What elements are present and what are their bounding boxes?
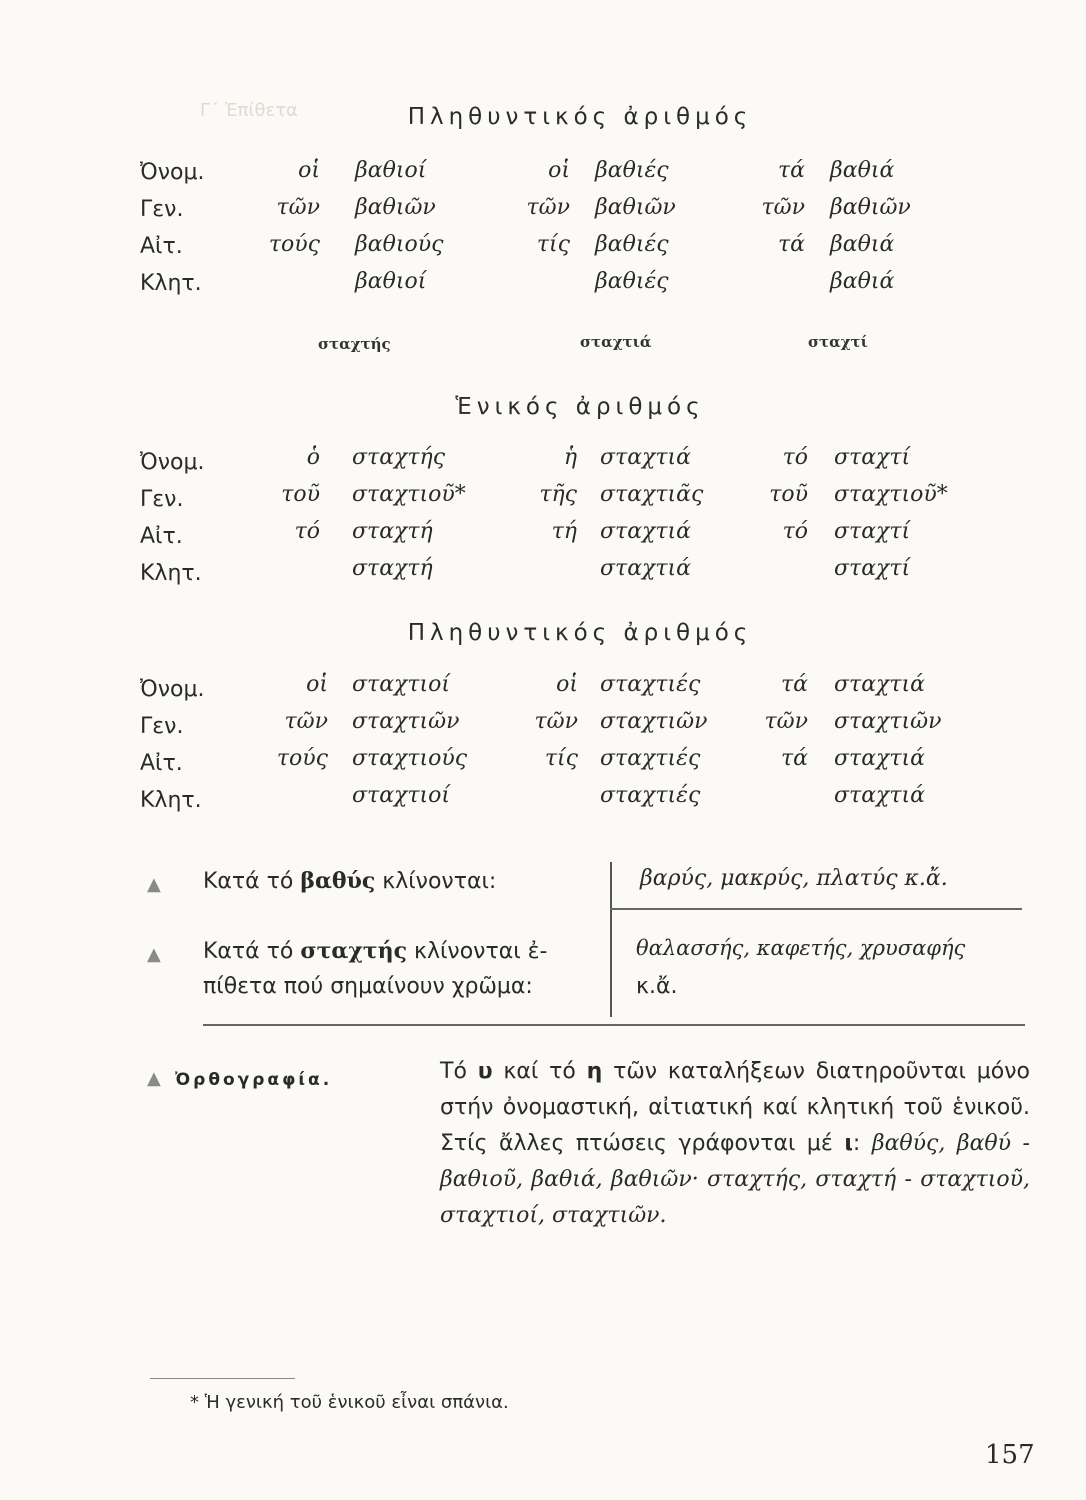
article: τά	[777, 232, 805, 257]
word-form: σταχτιές	[600, 783, 701, 808]
article: οἱ	[556, 672, 578, 697]
article: τῆς	[539, 482, 577, 507]
word-form: σταχτί	[834, 445, 911, 470]
word-form: σταχτί	[834, 556, 911, 581]
article: τῶν	[761, 195, 805, 220]
triangle-icon: ▲	[147, 1068, 161, 1089]
note-bathys	[203, 868, 496, 894]
note-keyword: βαθύς	[300, 868, 376, 894]
word-form: βαθιούς	[355, 232, 444, 257]
triangle-icon: ▲	[147, 874, 161, 895]
word-form: βαθιοί	[355, 158, 427, 183]
word-form: σταχτιά	[834, 783, 926, 808]
word-form: σταχτή	[352, 556, 433, 581]
word-form: βαθιῶν	[830, 195, 911, 220]
word-form: σταχτιῶν	[352, 709, 460, 734]
article: τούς	[268, 232, 320, 257]
word-form: βαθιές	[595, 158, 669, 183]
note-suffix: κλίνονται ἐ-	[414, 939, 548, 964]
orthography-examples: βαθύς, βαθύ - βαθιοῦ, βαθιά, βαθιῶν· σταχτής, σταχτή - σταχτιοῦ, σταχτιοί, σταχτιῶν.	[440, 1131, 1030, 1228]
article: τοῦ	[281, 482, 320, 507]
article: τά	[777, 158, 805, 183]
word-form: βαθιοί	[355, 269, 427, 294]
article: τῶν	[526, 195, 570, 220]
case-label: Γεν.	[140, 197, 184, 222]
note-prefix: Κατά τό	[203, 939, 294, 964]
word-form: σταχτιοῦ*	[352, 482, 466, 507]
word-form: σταχτιά	[834, 672, 926, 697]
case-label: Κλητ.	[140, 561, 202, 586]
word-form: σταχτιές	[600, 746, 701, 771]
orthography-text-part: Τό	[440, 1059, 467, 1084]
article: τά	[780, 672, 808, 697]
article: τίς	[544, 746, 578, 771]
lemma-feminine: σταχτιά	[580, 333, 652, 351]
word-form: βαθιές	[595, 269, 669, 294]
word-form: βαθιῶν	[595, 195, 676, 220]
orthography-text-part: τῶν καταλήξεων διατηροῦνται μόνο στήν ὀνομαστική, αἰτιατική καί κλητική τοῦ ἑνικοῦ. Στίς ἄλλες πτώσεις γράφονται μέ	[440, 1059, 1030, 1156]
word-form: βαθιά	[830, 269, 895, 294]
word-form: βαθιά	[830, 158, 895, 183]
article: τῶν	[284, 709, 328, 734]
singular-heading: Ἑνικός ἀριθμός	[455, 394, 705, 420]
note-continuation: πίθετα πού σημαίνουν χρῶμα:	[203, 974, 533, 999]
orthography-text-part: καί τό	[503, 1059, 576, 1084]
article: ἡ	[563, 445, 577, 470]
note-prefix: Κατά τό	[203, 869, 294, 894]
word-form: σταχτιά	[600, 445, 692, 470]
case-label: Αἰτ.	[140, 751, 183, 776]
word-form: σταχτιά	[600, 556, 692, 581]
case-label: Ὀνομ.	[140, 677, 205, 702]
case-label: Γεν.	[140, 714, 184, 739]
case-label: Κλητ.	[140, 271, 202, 296]
word-form: σταχτιᾶς	[600, 482, 704, 507]
word-form: σταχτιῶν	[600, 709, 708, 734]
word-form: βαθιές	[595, 232, 669, 257]
column-divider	[610, 862, 612, 1017]
orthography-text-part: :	[852, 1131, 861, 1156]
note-examples: βαρύς, μακρύς, πλατύς κ.ἄ.	[640, 866, 948, 891]
word-form: βαθιά	[830, 232, 895, 257]
article: τῶν	[276, 195, 320, 220]
orthography-text	[440, 1054, 1030, 1234]
word-form: σταχτή	[352, 519, 433, 544]
word-form: σταχτιοί	[352, 783, 451, 808]
row-divider	[610, 908, 1022, 910]
footnote: * Ἡ γενική τοῦ ἑνικοῦ εἶναι σπάνια.	[190, 1392, 509, 1413]
word-form: σταχτί	[834, 519, 911, 544]
note-examples: θαλασσής, καφετής, χρυσαφής	[636, 936, 966, 960]
word-form: σταχτιά	[600, 519, 692, 544]
article: τῶν	[534, 709, 578, 734]
case-label: Κλητ.	[140, 788, 202, 813]
article: τῶν	[764, 709, 808, 734]
article: τά	[780, 746, 808, 771]
article: τίς	[536, 232, 570, 257]
note-keyword: σταχτής	[300, 938, 407, 964]
word-form: σταχτιοῦ*	[834, 482, 948, 507]
case-label: Γεν.	[140, 487, 184, 512]
word-form: σταχτής	[352, 445, 446, 470]
article: τό	[782, 519, 808, 544]
article: τούς	[276, 746, 328, 771]
case-label: Ὀνομ.	[140, 450, 205, 475]
article: οἱ	[548, 158, 570, 183]
article: οἱ	[306, 672, 328, 697]
article: οἱ	[298, 158, 320, 183]
orthography-label: Ὀρθογραφία.	[175, 1070, 333, 1090]
article: τή	[551, 519, 577, 544]
word-form: σταχτιοί	[352, 672, 451, 697]
letter-h: η	[586, 1059, 603, 1084]
notes-bottom-rule	[203, 1024, 1025, 1026]
article: τό	[782, 445, 808, 470]
word-form: σταχτιούς	[352, 746, 468, 771]
plural-heading-2: Πληθυντικός ἀριθμός	[407, 620, 753, 646]
triangle-icon: ▲	[147, 944, 161, 965]
case-label: Ὀνομ.	[140, 160, 205, 185]
case-label: Αἰτ.	[140, 524, 183, 549]
article: τοῦ	[769, 482, 808, 507]
footnote-rule	[150, 1378, 295, 1379]
note-suffix: κλίνονται:	[382, 869, 497, 894]
page-number: 157	[985, 1440, 1035, 1470]
word-form: σταχτιά	[834, 746, 926, 771]
word-form: βαθιῶν	[355, 195, 436, 220]
note-examples-continuation: κ.ἄ.	[636, 974, 678, 999]
letter-u: υ	[477, 1059, 493, 1084]
letter-i: ι	[844, 1131, 853, 1156]
plural-heading-1: Πληθυντικός ἀριθμός	[407, 104, 753, 130]
lemma-masculine: σταχτής	[318, 335, 391, 353]
case-label: Αἰτ.	[140, 234, 183, 259]
lemma-neuter: σταχτί	[808, 333, 868, 351]
show-through-text: Γ΄ Ἐπίθετα	[200, 100, 298, 121]
article: ὁ	[306, 445, 320, 470]
word-form: σταχτιῶν	[834, 709, 942, 734]
note-stachtis	[203, 938, 547, 964]
word-form: σταχτιές	[600, 672, 701, 697]
article: τό	[294, 519, 320, 544]
